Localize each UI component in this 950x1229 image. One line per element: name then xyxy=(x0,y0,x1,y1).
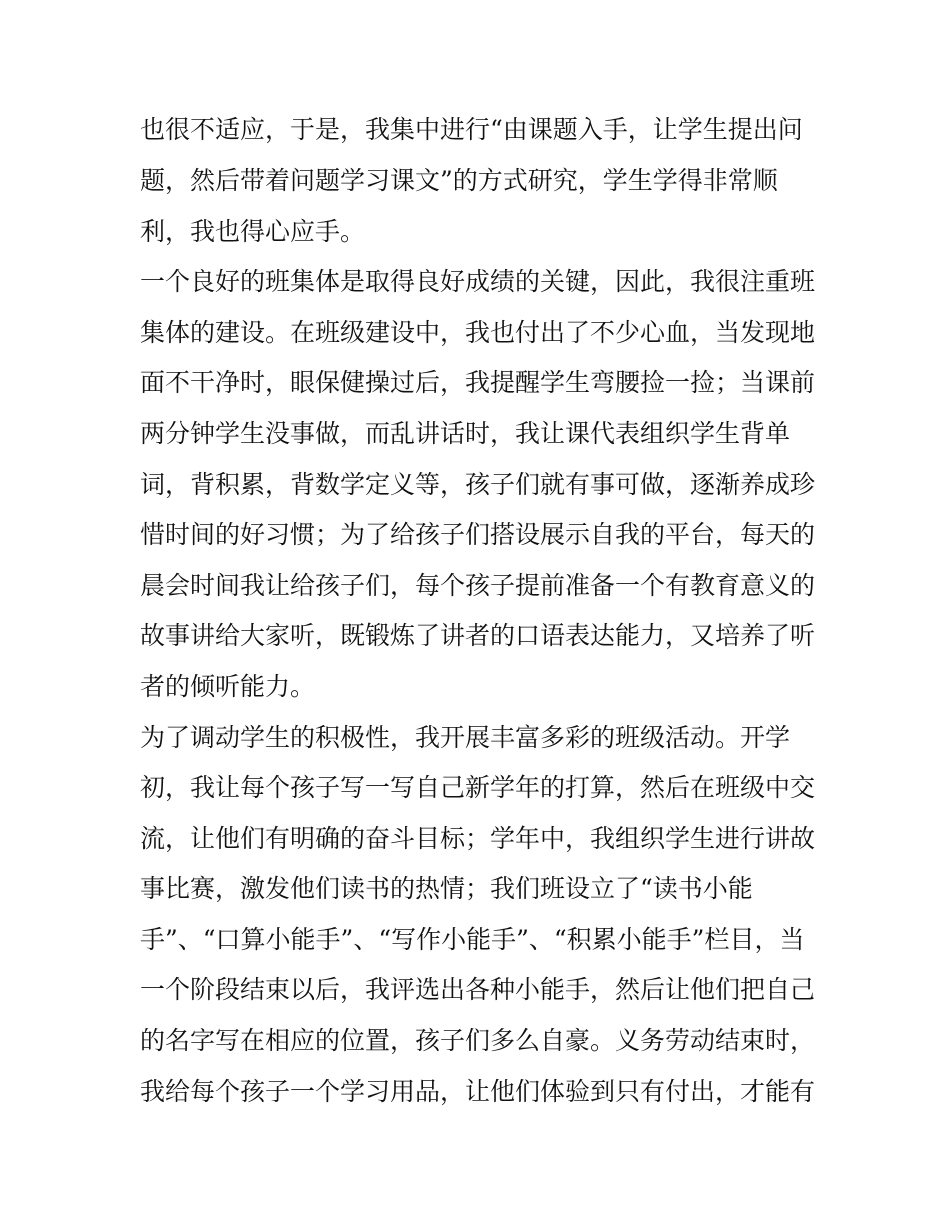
text-line: 初，我让每个孩子写一写自己新学年的打算，然后在班级中交 xyxy=(140,773,816,802)
text-line: 的名字写在相应的位置，孩子们多么自豪。义务劳动结束时， xyxy=(140,1026,816,1055)
text-line: 手”、“口算小能手”、“写作小能手”、“积累小能手”栏目，当 xyxy=(140,925,805,954)
text-line: 两分钟学生没事做，而乱讲话时，我让课代表组织学生背单 xyxy=(140,419,791,448)
text-line: 利，我也得心应手。 xyxy=(140,217,366,246)
text-line: 面不干净时，眼保健操过后，我提醒学生弯腰捡一捡；当课前 xyxy=(140,368,816,397)
text-line: 词，背积累，背数学定义等，孩子们就有事可做，逐渐养成珍 xyxy=(140,470,816,499)
text-line: 事比赛，激发他们读书的热情；我们班设立了“读书小能 xyxy=(140,874,753,903)
text-line: 者的倾听能力。 xyxy=(140,672,316,701)
text-line: 一个阶段结束以后，我评选出各种小能手，然后让他们把自己 xyxy=(140,975,816,1004)
text-line: 集体的建设。在班级建设中，我也付出了不少心血，当发现地 xyxy=(140,318,816,347)
text-line: 一个良好的班集体是取得良好成绩的关键，因此，我很注重班 xyxy=(140,267,816,296)
text-line: 流，让他们有明确的奋斗目标；学年中，我组织学生进行讲故 xyxy=(140,824,816,853)
text-line: 故事讲给大家听，既锻炼了讲者的口语表达能力，又培养了听 xyxy=(140,621,816,650)
text-line: 我给每个孩子一个学习用品，让他们体验到只有付出，才能有 xyxy=(140,1077,816,1106)
text-line: 也很不适应，于是，我集中进行“由课题入手，让学生提出问 xyxy=(140,115,803,144)
text-line: 为了调动学生的积极性，我开展丰富多彩的班级活动。开学 xyxy=(140,723,791,752)
text-line: 惜时间的好习惯；为了给孩子们搭设展示自我的平台，每天的 xyxy=(140,520,816,549)
text-line: 晨会时间我让给孩子们，每个孩子提前准备一个有教育意义的 xyxy=(140,571,816,600)
text-line: 题，然后带着问题学习课文”的方式研究，学生学得非常顺 xyxy=(140,166,778,195)
